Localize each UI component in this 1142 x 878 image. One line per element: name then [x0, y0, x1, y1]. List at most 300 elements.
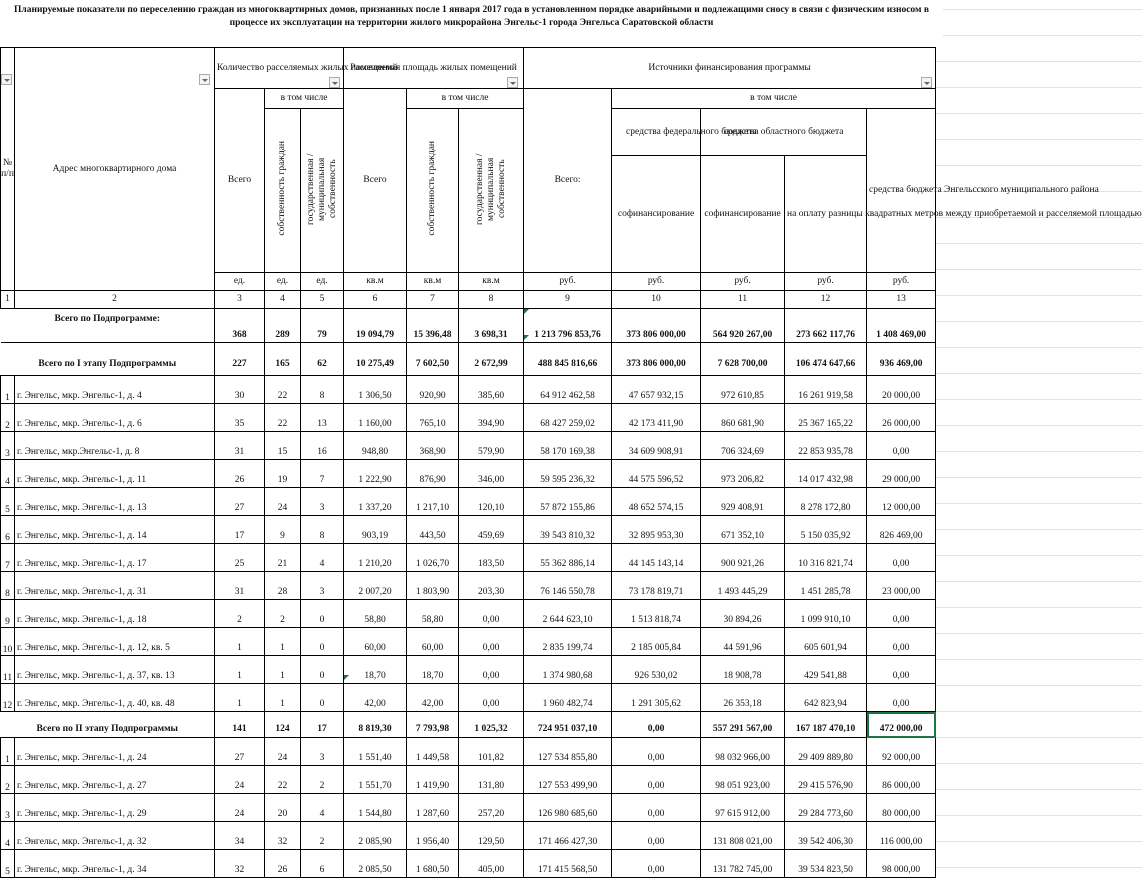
row-address[interactable]: г. Энгельс, мкр. Энгельс-1, д. 31	[15, 572, 215, 600]
value-cell[interactable]: 26 353,18	[701, 684, 785, 712]
table-row	[1, 766, 936, 794]
row-address[interactable]: г. Энгельс, мкр. Энгельс-1, д. 14	[15, 516, 215, 544]
value-cell[interactable]: 20	[265, 794, 301, 822]
row-address[interactable]: г. Энгельс, мкр. Энгельс-1, д. 27	[15, 766, 215, 794]
value-cell[interactable]: 17	[215, 516, 265, 544]
row-address[interactable]: г. Энгельс, мкр. Энгельс-1, д. 24	[15, 738, 215, 766]
value-cell[interactable]: 20 000,00	[867, 376, 936, 404]
sheet-title	[0, 4, 943, 40]
value-cell[interactable]: 0,00	[867, 544, 936, 572]
row-number[interactable]: 10	[1, 628, 15, 656]
value-cell[interactable]: 6	[301, 850, 344, 878]
value-cell[interactable]: 2	[215, 600, 265, 628]
value-cell[interactable]: 44 591,96	[701, 628, 785, 656]
value-cell[interactable]: 18,70	[407, 656, 459, 684]
header-qty-group[interactable]: Количество расселяемых жилых помещений	[215, 48, 344, 89]
value-cell[interactable]: 706 324,69	[701, 432, 785, 460]
value-cell[interactable]: 1 217,10	[407, 488, 459, 516]
value-cell[interactable]: 26	[265, 850, 301, 878]
value-cell[interactable]: 129,50	[459, 822, 524, 850]
value-cell[interactable]: 10 275,49	[344, 343, 407, 376]
row-address[interactable]: г. Энгельс, мкр. Энгельс-1, д. 18	[15, 600, 215, 628]
value-cell[interactable]: 79	[301, 309, 344, 343]
value-cell[interactable]: 15	[265, 432, 301, 460]
row-address[interactable]: г. Энгельс, мкр. Энгельс-1, д. 11	[15, 460, 215, 488]
value-cell[interactable]: 9	[265, 516, 301, 544]
unit-cell: ед.	[301, 273, 344, 291]
value-cell[interactable]: 2	[301, 766, 344, 794]
value-cell[interactable]: 3	[301, 488, 344, 516]
value-cell[interactable]: 0,00	[459, 600, 524, 628]
value-cell[interactable]: 5 150 035,92	[785, 516, 867, 544]
value-cell[interactable]: 165	[265, 343, 301, 376]
value-cell[interactable]: 31	[215, 572, 265, 600]
subtotal-label[interactable]: Всего по I этапу Подпрограммы	[1, 343, 215, 376]
row-number[interactable]: 2	[1, 404, 15, 432]
row-number[interactable]: 1	[1, 376, 15, 404]
value-cell[interactable]: 32 895 953,30	[612, 516, 701, 544]
value-cell[interactable]: 0,00	[612, 850, 701, 878]
value-cell[interactable]: 120,10	[459, 488, 524, 516]
row-number[interactable]: 12	[1, 684, 15, 712]
value-cell[interactable]: 26 000,00	[867, 404, 936, 432]
row-address[interactable]: г. Энгельс, мкр. Энгельс-1, д. 13	[15, 488, 215, 516]
value-cell[interactable]: 0,00	[867, 684, 936, 712]
value-cell[interactable]: 1 210,20	[344, 544, 407, 572]
value-cell[interactable]: 443,50	[407, 516, 459, 544]
value-cell[interactable]: 0	[301, 600, 344, 628]
value-cell[interactable]: 2 835 199,74	[524, 628, 612, 656]
value-cell[interactable]: 227	[215, 343, 265, 376]
row-number[interactable]: 3	[1, 794, 15, 822]
row-number[interactable]: 2	[1, 766, 15, 794]
value-cell[interactable]: 42 173 411,90	[612, 404, 701, 432]
value-cell[interactable]: 972 610,85	[701, 376, 785, 404]
row-number[interactable]: 7	[1, 544, 15, 572]
filter-dropdown-qty[interactable]	[329, 77, 340, 88]
value-cell[interactable]: 1 513 818,74	[612, 600, 701, 628]
value-cell[interactable]: 1 680,50	[407, 850, 459, 878]
value-cell[interactable]: 1 544,80	[344, 794, 407, 822]
value-cell[interactable]: 0,00	[867, 656, 936, 684]
value-cell[interactable]: 64 912 462,58	[524, 376, 612, 404]
header-financing-group[interactable]: Источники финансирования программы	[524, 48, 936, 89]
value-cell[interactable]: 24	[265, 738, 301, 766]
unit-cell: руб.	[785, 273, 867, 291]
value-cell[interactable]: 42,00	[407, 684, 459, 712]
value-cell[interactable]: 58,80	[407, 600, 459, 628]
header-area-total: Всего	[344, 89, 407, 273]
value-cell[interactable]: 39 543 810,32	[524, 516, 612, 544]
value-cell[interactable]: 13	[301, 404, 344, 432]
value-cell[interactable]: 86 000,00	[867, 766, 936, 794]
value-cell[interactable]: 2	[265, 600, 301, 628]
row-number[interactable]: 3	[1, 432, 15, 460]
value-cell[interactable]: 68 427 259,02	[524, 404, 612, 432]
value-cell[interactable]: 55 362 886,14	[524, 544, 612, 572]
value-cell[interactable]: 39 534 823,50	[785, 850, 867, 878]
value-cell[interactable]: 42,00	[344, 684, 407, 712]
value-cell[interactable]: 4	[301, 794, 344, 822]
value-cell[interactable]: 1 025,32	[459, 712, 524, 738]
value-cell[interactable]: 16 261 919,58	[785, 376, 867, 404]
filter-dropdown-area[interactable]	[507, 77, 518, 88]
value-cell[interactable]: 557 291 567,00	[701, 712, 785, 738]
value-cell[interactable]: 368	[215, 309, 265, 343]
resettlement-table	[0, 47, 1142, 878]
value-cell[interactable]: 0,00	[612, 712, 701, 738]
value-cell[interactable]: 1	[215, 684, 265, 712]
value-cell[interactable]: 183,50	[459, 544, 524, 572]
value-cell[interactable]: 7 628 700,00	[701, 343, 785, 376]
cell-note-marker	[524, 309, 529, 314]
value-cell[interactable]: 22	[265, 766, 301, 794]
value-cell[interactable]: 1	[265, 628, 301, 656]
value-cell[interactable]: 92 000,00	[867, 738, 936, 766]
row-number[interactable]: 9	[1, 600, 15, 628]
value-cell[interactable]: 0,00	[867, 628, 936, 656]
value-cell[interactable]: 8	[301, 376, 344, 404]
value-cell[interactable]: 948,80	[344, 432, 407, 460]
table-header	[1, 48, 1142, 309]
value-cell[interactable]: 671 352,10	[701, 516, 785, 544]
value-cell[interactable]: 0,00	[612, 766, 701, 794]
value-cell[interactable]: 25	[215, 544, 265, 572]
value-cell[interactable]: 171 415 568,50	[524, 850, 612, 878]
value-cell[interactable]: 131,80	[459, 766, 524, 794]
value-cell[interactable]: 0,00	[459, 628, 524, 656]
value-cell[interactable]: 29 000,00	[867, 460, 936, 488]
value-cell[interactable]: 1 960 482,74	[524, 684, 612, 712]
value-cell[interactable]: 0	[301, 684, 344, 712]
value-cell[interactable]: 58 170 169,38	[524, 432, 612, 460]
value-cell[interactable]: 24	[215, 794, 265, 822]
value-cell[interactable]: 73 178 819,71	[612, 572, 701, 600]
unit-cell: кв.м	[459, 273, 524, 291]
value-cell[interactable]: 7 793,98	[407, 712, 459, 738]
value-cell[interactable]: 1 374 980,68	[524, 656, 612, 684]
value-cell[interactable]: 1	[265, 684, 301, 712]
value-cell[interactable]: 2	[301, 822, 344, 850]
value-cell[interactable]: 59 595 236,32	[524, 460, 612, 488]
value-cell[interactable]: 127 534 855,80	[524, 738, 612, 766]
value-cell[interactable]: 724 951 037,10	[524, 712, 612, 738]
filter-dropdown-financing[interactable]	[921, 77, 932, 88]
value-cell[interactable]: 29 409 889,80	[785, 738, 867, 766]
subtotal-row	[1, 343, 936, 376]
value-cell[interactable]: 289	[265, 309, 301, 343]
value-cell[interactable]: 98 032 966,00	[701, 738, 785, 766]
value-cell[interactable]: 62	[301, 343, 344, 376]
value-cell[interactable]: 0,00	[867, 600, 936, 628]
value-cell[interactable]: 2 085,90	[344, 822, 407, 850]
value-cell[interactable]: 24	[215, 766, 265, 794]
value-cell[interactable]: 7	[301, 460, 344, 488]
value-cell[interactable]: 22	[265, 376, 301, 404]
value-cell[interactable]: 203,30	[459, 572, 524, 600]
row-address[interactable]: г. Энгельс, мкр. Энгельс-1, д. 17	[15, 544, 215, 572]
header-num[interactable]: № п/п	[1, 48, 15, 291]
value-cell[interactable]: 579,90	[459, 432, 524, 460]
value-cell[interactable]: 47 657 932,15	[612, 376, 701, 404]
value-cell[interactable]: 373 806 000,00	[612, 343, 701, 376]
value-cell[interactable]: 19	[265, 460, 301, 488]
value-cell[interactable]: 124	[265, 712, 301, 738]
value-cell[interactable]: 3	[301, 572, 344, 600]
value-cell[interactable]: 373 806 000,00	[612, 309, 701, 343]
value-cell[interactable]: 44 145 143,14	[612, 544, 701, 572]
unit-cell: руб.	[524, 273, 612, 291]
value-cell[interactable]: 3	[301, 738, 344, 766]
value-cell[interactable]: 18,70	[344, 656, 407, 684]
value-cell[interactable]: 1 287,60	[407, 794, 459, 822]
subtotal-label[interactable]: Всего по II этапу Подпрограммы	[1, 712, 215, 738]
header-address[interactable]: Адрес многоквартирного дома	[15, 48, 215, 291]
value-cell[interactable]: 1 408 469,00	[867, 309, 936, 343]
subtotal-row	[1, 309, 936, 343]
row-address[interactable]: г. Энгельс, мкр. Энгельс-1, д. 32	[15, 822, 215, 850]
value-cell[interactable]: 27	[215, 738, 265, 766]
row-number[interactable]: 11	[1, 656, 15, 684]
value-cell[interactable]: 273 662 117,76	[785, 309, 867, 343]
value-cell[interactable]: 1 213 796 853,76	[524, 309, 612, 343]
value-cell[interactable]: 429 541,88	[785, 656, 867, 684]
value-cell[interactable]: 1	[215, 628, 265, 656]
value-cell[interactable]: 0,00	[867, 432, 936, 460]
value-cell[interactable]: 18 908,78	[701, 656, 785, 684]
value-cell[interactable]: 106 474 647,66	[785, 343, 867, 376]
value-cell[interactable]: 459,69	[459, 516, 524, 544]
value-cell[interactable]: 34	[215, 822, 265, 850]
value-cell[interactable]: 1 337,20	[344, 488, 407, 516]
value-cell[interactable]: 29 415 576,90	[785, 766, 867, 794]
value-cell[interactable]: 8 819,30	[344, 712, 407, 738]
value-cell[interactable]: 24	[265, 488, 301, 516]
value-cell[interactable]: 32	[265, 822, 301, 850]
value-cell[interactable]: 385,60	[459, 376, 524, 404]
value-cell[interactable]: 1 099 910,10	[785, 600, 867, 628]
value-cell[interactable]: 28	[265, 572, 301, 600]
row-address[interactable]: г. Энгельс, мкр. Энгельс-1, д. 34	[15, 850, 215, 878]
value-cell[interactable]: 826 469,00	[867, 516, 936, 544]
value-cell[interactable]: 80 000,00	[867, 794, 936, 822]
value-cell[interactable]: 29 284 773,60	[785, 794, 867, 822]
value-cell[interactable]: 0,00	[612, 738, 701, 766]
unit-cell: ед.	[215, 273, 265, 291]
value-cell[interactable]: 22	[265, 404, 301, 432]
row-number[interactable]: 5	[1, 850, 15, 878]
value-cell[interactable]: 23 000,00	[867, 572, 936, 600]
value-cell[interactable]: 3 698,31	[459, 309, 524, 343]
value-cell[interactable]: 44 575 596,52	[612, 460, 701, 488]
header-regional-diff: на оплату разницы квадратных метров между приобретаемой и расселяемой площадью	[785, 156, 867, 273]
row-number[interactable]: 4	[1, 822, 15, 850]
row-number[interactable]: 8	[1, 572, 15, 600]
table-row	[1, 628, 936, 656]
row-number[interactable]: 4	[1, 460, 15, 488]
column-number-cell: 2	[15, 291, 215, 309]
row-address[interactable]: г. Энгельс, мкр. Энгельс-1, д. 12, кв. 5	[15, 628, 215, 656]
value-cell[interactable]: 30 894,26	[701, 600, 785, 628]
row-address[interactable]: г. Энгельс, мкр. Энгельс-1, д. 4	[15, 376, 215, 404]
value-cell[interactable]: 60,00	[344, 628, 407, 656]
value-cell[interactable]: 929 408,91	[701, 488, 785, 516]
table-row	[1, 684, 936, 712]
header-area-citizens-label: собственность граждан	[427, 141, 438, 236]
filter-dropdown-address[interactable]	[199, 74, 210, 85]
filter-dropdown-num[interactable]	[1, 74, 12, 85]
column-number-cell: 12	[785, 291, 867, 309]
value-cell[interactable]: 57 872 155,86	[524, 488, 612, 516]
value-cell[interactable]: 127 553 499,90	[524, 766, 612, 794]
header-qty-including: в том числе	[265, 89, 344, 109]
value-cell[interactable]: 19 094,79	[344, 309, 407, 343]
sheet-title-line-1: Планируемые показатели по переселению граждан из многоквартирных домов, признанных после 1 января 2017 года в установленном порядке аварийными и подлежащими сносу в связи с физическим износом в	[14, 5, 929, 15]
value-cell[interactable]: 405,00	[459, 850, 524, 878]
value-cell[interactable]: 1 451 285,78	[785, 572, 867, 600]
value-cell[interactable]: 171 466 427,30	[524, 822, 612, 850]
value-cell[interactable]: 8 278 172,80	[785, 488, 867, 516]
row-address[interactable]: г. Энгельс, мкр. Энгельс-1, д. 40, кв. 48	[15, 684, 215, 712]
value-cell[interactable]: 1 803,90	[407, 572, 459, 600]
value-cell[interactable]: 860 681,90	[701, 404, 785, 432]
value-cell[interactable]: 26	[215, 460, 265, 488]
value-cell[interactable]: 936 469,00	[867, 343, 936, 376]
value-cell[interactable]: 0,00	[459, 656, 524, 684]
value-cell[interactable]: 564 920 267,00	[701, 309, 785, 343]
value-cell[interactable]: 48 652 574,15	[612, 488, 701, 516]
value-cell[interactable]: 1 956,40	[407, 822, 459, 850]
value-cell[interactable]: 1 551,70	[344, 766, 407, 794]
value-cell[interactable]: 1	[215, 656, 265, 684]
value-cell[interactable]: 1 306,50	[344, 376, 407, 404]
value-cell[interactable]: 1 493 445,29	[701, 572, 785, 600]
value-cell[interactable]: 21	[265, 544, 301, 572]
value-cell[interactable]: 1 419,90	[407, 766, 459, 794]
value-cell[interactable]: 131 808 021,00	[701, 822, 785, 850]
value-cell[interactable]: 0,00	[459, 684, 524, 712]
column-number-cell: 5	[301, 291, 344, 309]
unit-cell: кв.м	[344, 273, 407, 291]
value-cell[interactable]: 1 551,40	[344, 738, 407, 766]
table-row	[1, 572, 936, 600]
header-area-group[interactable]: Расселяемая площадь жилых помещений	[344, 48, 524, 89]
value-cell[interactable]: 2 185 005,84	[612, 628, 701, 656]
value-cell[interactable]: 973 206,82	[701, 460, 785, 488]
header-qty-state	[301, 109, 344, 273]
subtotal-label[interactable]: Всего по Подпрограмме:	[1, 309, 215, 343]
row-address[interactable]: г. Энгельс, мкр. Энгельс-1, д. 6	[15, 404, 215, 432]
value-cell[interactable]: 60,00	[407, 628, 459, 656]
value-cell[interactable]: 0	[301, 628, 344, 656]
value-cell[interactable]: 2 007,20	[344, 572, 407, 600]
value-cell[interactable]: 605 601,94	[785, 628, 867, 656]
value-cell[interactable]: 7 602,50	[407, 343, 459, 376]
value-cell[interactable]: 10 316 821,74	[785, 544, 867, 572]
value-cell[interactable]: 2 644 623,10	[524, 600, 612, 628]
value-cell[interactable]: 16	[301, 432, 344, 460]
row-number[interactable]: 6	[1, 516, 15, 544]
value-cell[interactable]: 765,10	[407, 404, 459, 432]
value-cell[interactable]: 876,90	[407, 460, 459, 488]
value-cell[interactable]: 25 367 165,22	[785, 404, 867, 432]
value-cell[interactable]: 8	[301, 516, 344, 544]
table-row	[1, 822, 936, 850]
value-cell[interactable]: 4	[301, 544, 344, 572]
row-address[interactable]: г. Энгельс, мкр. Энгельс-1, д. 29	[15, 794, 215, 822]
value-cell[interactable]: 14 017 432,98	[785, 460, 867, 488]
table-row	[1, 404, 936, 432]
value-cell[interactable]: 2 672,99	[459, 343, 524, 376]
value-cell[interactable]: 2 085,50	[344, 850, 407, 878]
value-cell[interactable]: 900 921,26	[701, 544, 785, 572]
value-cell[interactable]: 76 146 550,78	[524, 572, 612, 600]
value-cell[interactable]: 1 291 305,62	[612, 684, 701, 712]
value-cell[interactable]: 12 000,00	[867, 488, 936, 516]
table-row	[1, 738, 936, 766]
value-cell[interactable]: 131 782 745,00	[701, 850, 785, 878]
value-cell[interactable]: 642 823,94	[785, 684, 867, 712]
value-cell[interactable]: 1	[265, 656, 301, 684]
value-cell[interactable]: 1 222,90	[344, 460, 407, 488]
value-cell[interactable]: 1 449,58	[407, 738, 459, 766]
value-cell[interactable]: 920,90	[407, 376, 459, 404]
value-cell[interactable]: 98 000,00	[867, 850, 936, 878]
table-body	[1, 309, 936, 878]
column-number-cell: 10	[612, 291, 701, 309]
value-cell[interactable]: 926 530,02	[612, 656, 701, 684]
value-cell[interactable]: 17	[301, 712, 344, 738]
value-cell[interactable]: 35	[215, 404, 265, 432]
value-cell[interactable]: 346,00	[459, 460, 524, 488]
value-cell[interactable]: 27	[215, 488, 265, 516]
value-cell[interactable]: 22 853 935,78	[785, 432, 867, 460]
table-row	[1, 432, 936, 460]
value-cell[interactable]: 0	[301, 656, 344, 684]
row-address[interactable]: г. Энгельс, мкр.Энгельс-1, д. 8	[15, 432, 215, 460]
value-cell[interactable]: 31	[215, 432, 265, 460]
row-number[interactable]: 5	[1, 488, 15, 516]
value-cell[interactable]: 141	[215, 712, 265, 738]
header-area-including: в том числе	[407, 89, 524, 109]
value-cell[interactable]: 15 396,48	[407, 309, 459, 343]
value-cell[interactable]: 39 542 406,30	[785, 822, 867, 850]
value-cell[interactable]: 126 980 685,60	[524, 794, 612, 822]
value-cell[interactable]: 0,00	[612, 822, 701, 850]
value-cell[interactable]: 472 000,00	[867, 712, 936, 738]
value-cell[interactable]: 903,19	[344, 516, 407, 544]
unit-cell: руб.	[612, 273, 701, 291]
value-cell[interactable]: 97 615 912,00	[701, 794, 785, 822]
value-cell[interactable]: 0,00	[612, 794, 701, 822]
value-cell[interactable]: 98 051 923,00	[701, 766, 785, 794]
value-cell[interactable]: 101,82	[459, 738, 524, 766]
value-cell[interactable]: 58,80	[344, 600, 407, 628]
value-cell[interactable]: 1 160,00	[344, 404, 407, 432]
value-cell[interactable]: 1 026,70	[407, 544, 459, 572]
value-cell[interactable]: 488 845 816,66	[524, 343, 612, 376]
value-cell[interactable]: 30	[215, 376, 265, 404]
value-cell[interactable]: 116 000,00	[867, 822, 936, 850]
value-cell[interactable]: 34 609 908,91	[612, 432, 701, 460]
row-number[interactable]: 1	[1, 738, 15, 766]
value-cell[interactable]: 32	[215, 850, 265, 878]
row-address[interactable]: г. Энгельс, мкр. Энгельс-1, д. 37, кв. 13	[15, 656, 215, 684]
value-cell[interactable]: 167 187 470,10	[785, 712, 867, 738]
value-cell[interactable]: 394,90	[459, 404, 524, 432]
value-cell[interactable]: 257,20	[459, 794, 524, 822]
value-cell[interactable]: 368,90	[407, 432, 459, 460]
